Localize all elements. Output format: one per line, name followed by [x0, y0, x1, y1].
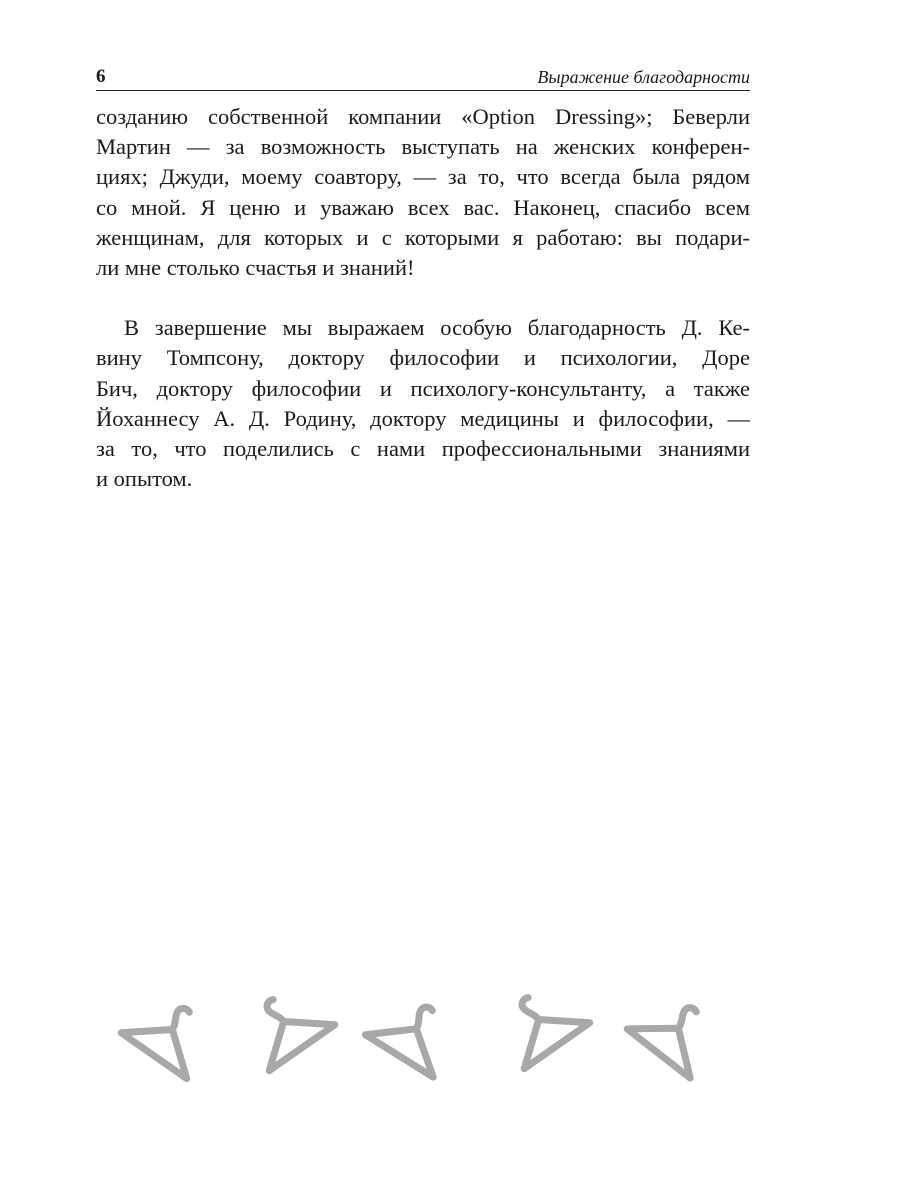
paragraph-2 — [96, 313, 750, 494]
text-line: созданию собственной компании «Option Dressing»; Беверли — [96, 104, 750, 129]
page-number: 6 — [96, 66, 106, 87]
text-line: за то, что поделились с нами профессиональными знаниями — [96, 436, 750, 462]
clothes-hanger-icon — [250, 987, 346, 1087]
text-line: вину Томпсону, доктору философии и психологии, Доре — [96, 345, 750, 371]
body-text — [96, 102, 750, 494]
text-line: В завершение мы выражаем особую благодарность Д. Ке- — [124, 315, 750, 341]
text-line: и опытом. — [96, 466, 193, 492]
text-line: Бич, доктору философии и психологу-консультанту, а также — [96, 375, 750, 401]
text-line: женщинам, для которых и с которыми я работаю: вы подари- — [96, 224, 750, 250]
paragraph-1 — [96, 102, 750, 283]
decorative-hangers — [110, 985, 720, 1095]
running-header — [96, 68, 750, 91]
text-line: ли мне столько счастья и знаний! — [96, 255, 415, 281]
running-title: Выражение благодарности — [537, 67, 750, 87]
text-line: циях; Джуди, моему соавтору, — за то, что всегда была рядом — [96, 164, 750, 190]
text-line: со мной. Я ценю и уважаю всех вас. Наконец, спасибо всем — [96, 194, 750, 220]
clothes-hanger-icon — [110, 995, 206, 1095]
text-line: Йоханнесу А. Д. Родину, доктору медицины и философии, — — [96, 405, 750, 431]
clothes-hanger-icon — [615, 993, 711, 1093]
clothes-hanger-icon — [505, 985, 601, 1085]
clothes-hanger-icon — [355, 995, 451, 1095]
text-line: Мартин — за возможность выступать на женских конферен- — [96, 134, 750, 160]
